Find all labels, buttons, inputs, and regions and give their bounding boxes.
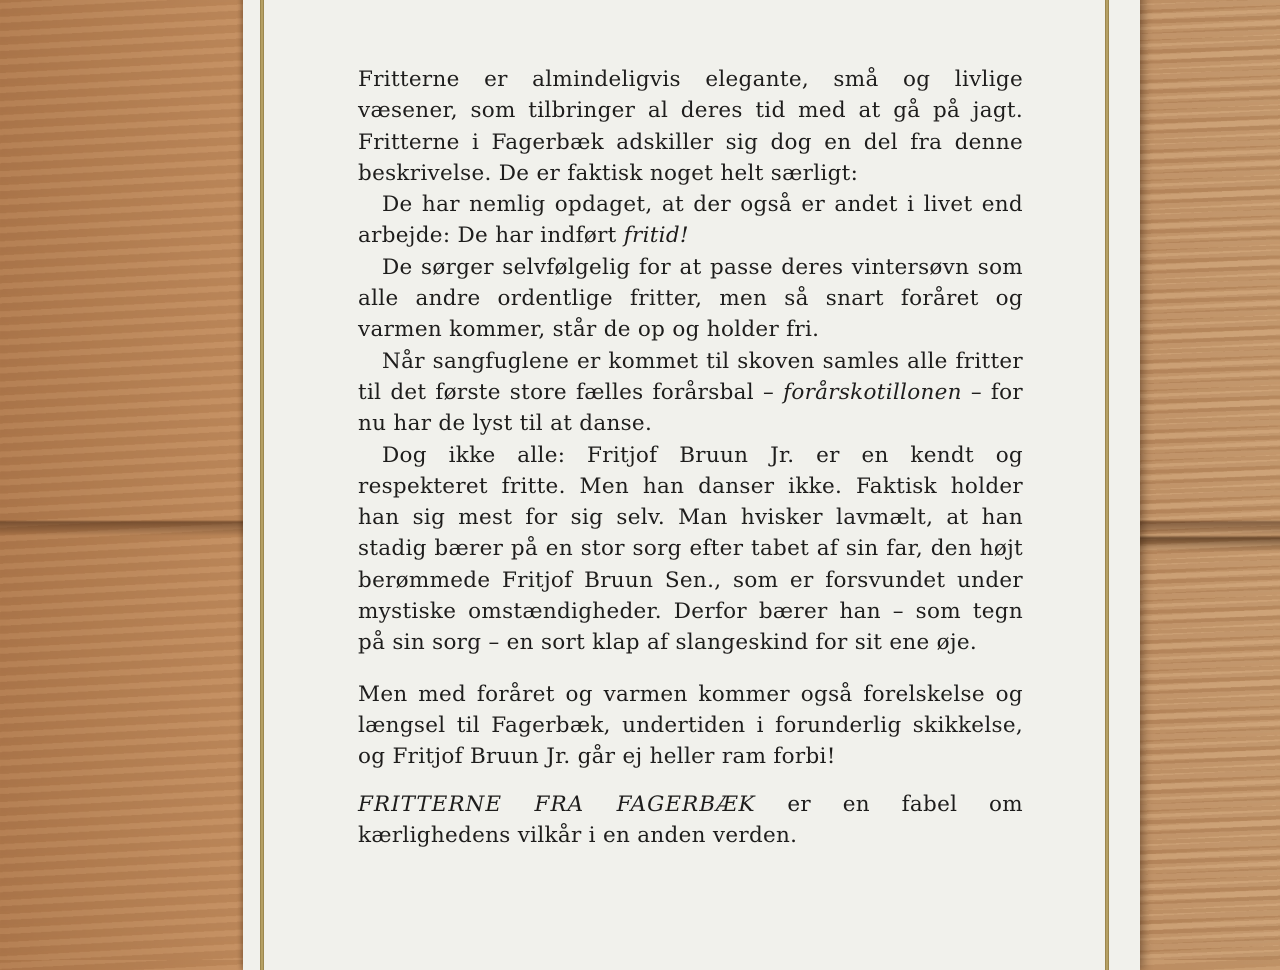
paragraph-fabel	[358, 789, 1023, 852]
paragraph-forarsbal	[358, 346, 1023, 440]
book-title: FRITTERNE FRA FAGERBÆK	[358, 791, 756, 817]
paragraph-fritid	[358, 189, 1023, 252]
blurb-text	[358, 64, 1023, 851]
paragraph-forelskelse: Men med foråret og varmen kommer også forelskelse og længsel til Fagerbæk, undertiden i forunderlig skikkelse, og Fritjof Bruun Jr. går ej heller ram forbi!	[358, 681, 1023, 770]
paragraph-intro: Fritterne er almindeligvis elegante, små og livlige væsener, som tilbringer al deres tid med at gå på jagt. Fritterne i Fagerbæk adskiller sig dog en del fra denne beskrivelse. De er faktisk noget helt særligt:	[358, 67, 1023, 186]
paragraph-forarsbal-text-b: – for nu har de lyst til at danse.	[358, 379, 1024, 437]
wooden-floor	[1140, 0, 1280, 960]
paragraph-fritjof: Dog ikke alle: Fritjof Bruun Jr. er en kendt og respekteret fritte. Men han danser ikke. Faktisk holder han sig mest for sig selv. Man hvisker lavmælt, at han stadig bærer på en stor sorg efter tabet af sin far, den højt berømmede Fritjof Bruun Sen., som er forsvundet under mystiske omstændigheder. Derfor bærer han – som tegn på sin sorg – en sort klap af slangeskind for sit ene øje.	[358, 442, 1023, 656]
paragraph-forarsbal-emphasis: forårskotillonen	[783, 379, 962, 405]
gold-border-left	[260, 0, 264, 970]
paragraph-vintersovn: De sørger selvfølgelig for at passe deres vintersøvn som alle andre ordentlige fritter, men så snart foråret og varmen kommer, står de op og holder fri.	[358, 254, 1023, 343]
paragraph-forarsbal-text-a: Når sangfuglene er kommet til skoven samles alle fritter til det første store fælles forårsbal –	[358, 348, 1023, 405]
paragraph-fritid-text: De har nemlig opdaget, at der også er andet i livet end arbejde: De har indført	[358, 192, 1023, 249]
book-back-cover	[243, 0, 1140, 970]
paragraph-fabel-text: er en fabel om kærlighedens vilkår i en anden verden.	[358, 791, 1023, 848]
gold-border-right	[1105, 0, 1109, 970]
paragraph-fritid-emphasis: fritid!	[623, 223, 689, 249]
